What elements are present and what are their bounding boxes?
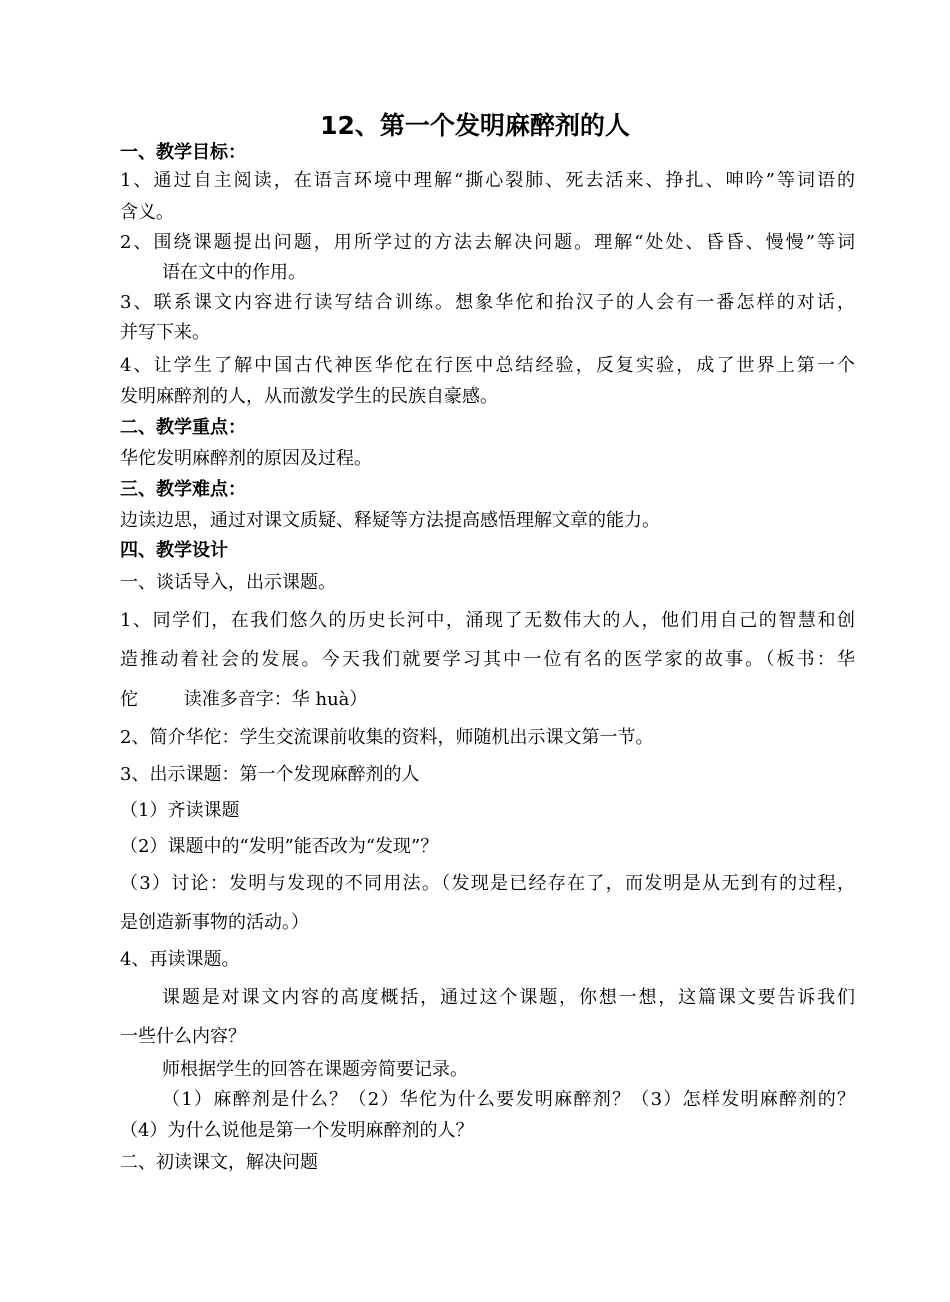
step-1-item-4-questions-line-2: （4）为什么说他是第一个发明麻醉剂的人？ bbox=[120, 1120, 474, 1141]
step-1-item-3-sub-3-line-1: （3）讨论：发明与发现的不同用法。（发现是已经存在了，而发明是从无到有的过程， bbox=[120, 873, 855, 894]
difficulties-text: 边读边思，通过对课文质疑、释疑等方法提高感悟理解文章的能力。 bbox=[120, 510, 660, 531]
step-1-item-3-sub-2: （2）课题中的“发明”能否改为“发现”？ bbox=[120, 836, 439, 857]
objective-4-line-1: 4、让学生了解中国古代神医华佗在行医中总结经验，反复实验，成了世界上第一个 bbox=[120, 355, 855, 376]
step-1-item-3: 3、出示课题：第一个发现麻醉剂的人 bbox=[120, 764, 420, 785]
heading-objectives: 一、教学目标： bbox=[120, 142, 246, 163]
step-2-heading: 二、初读课文，解决问题 bbox=[120, 1152, 318, 1173]
document-title: 12、第一个发明麻醉剂的人 bbox=[320, 111, 630, 140]
key-points-text: 华佗发明麻醉剂的原因及过程。 bbox=[120, 448, 372, 469]
heading-design: 四、教学设计 bbox=[120, 540, 228, 561]
step-1-item-4-questions-line-1: （1）麻醉剂是什么？（2）华佗为什么要发明麻醉剂？（3）怎样发明麻醉剂的？ bbox=[162, 1089, 855, 1110]
step-1-item-4-para-2: 师根据学生的回答在课题旁简要记录。 bbox=[162, 1059, 468, 1080]
objective-4-line-2: 发明麻醉剂的人，从而激发学生的民族自豪感。 bbox=[120, 386, 498, 407]
step-1-item-1-line-2: 造推动着社会的发展。今天我们就要学习其中一位有名的医学家的故事。（板书：华 bbox=[120, 649, 855, 670]
objective-3-line-1: 3、联系课文内容进行读写结合训练。想象华佗和抬汉子的人会有一番怎样的对话， bbox=[120, 292, 855, 313]
step-1-item-4-para-1-line-2: 一些什么内容？ bbox=[120, 1026, 246, 1047]
objective-3-line-2: 并写下来。 bbox=[120, 322, 210, 343]
heading-difficulties: 三、教学难点： bbox=[120, 479, 246, 500]
step-1-item-3-sub-3-line-2: 是创造新事物的活动。） bbox=[120, 912, 309, 933]
step-1-heading: 一、谈话导入，出示课题。 bbox=[120, 572, 336, 593]
step-1-item-2: 2、简介华佗：学生交流课前收集的资料，师随机出示课文第一节。 bbox=[120, 727, 654, 748]
objective-2-line-1: 2、围绕课题提出问题，用所学过的方法去解决问题。理解“处处、昏昏、慢慢”等词 bbox=[120, 232, 855, 253]
step-1-item-1-line-1: 1、同学们，在我们悠久的历史长河中，涌现了无数伟大的人，他们用自己的智慧和创 bbox=[120, 610, 855, 631]
step-1-item-4: 4、再读课题。 bbox=[120, 949, 240, 970]
objective-1-line-2: 含义。 bbox=[120, 202, 174, 223]
objective-2-line-2: 语在文中的作用。 bbox=[162, 262, 306, 283]
step-1-item-4-para-1-line-1: 课题是对课文内容的高度概括，通过这个课题，你想一想，这篇课文要告诉我们 bbox=[162, 987, 855, 1008]
heading-key-points: 二、教学重点： bbox=[120, 417, 246, 438]
step-1-item-1-line-3: 佗 读准多音字：华 huà） bbox=[120, 689, 368, 710]
objective-1-line-1: 1、通过自主阅读，在语言环境中理解“撕心裂肺、死去活来、挣扎、呻吟”等词语的 bbox=[120, 170, 855, 191]
step-1-item-3-sub-1: （1）齐读课题 bbox=[120, 800, 240, 821]
